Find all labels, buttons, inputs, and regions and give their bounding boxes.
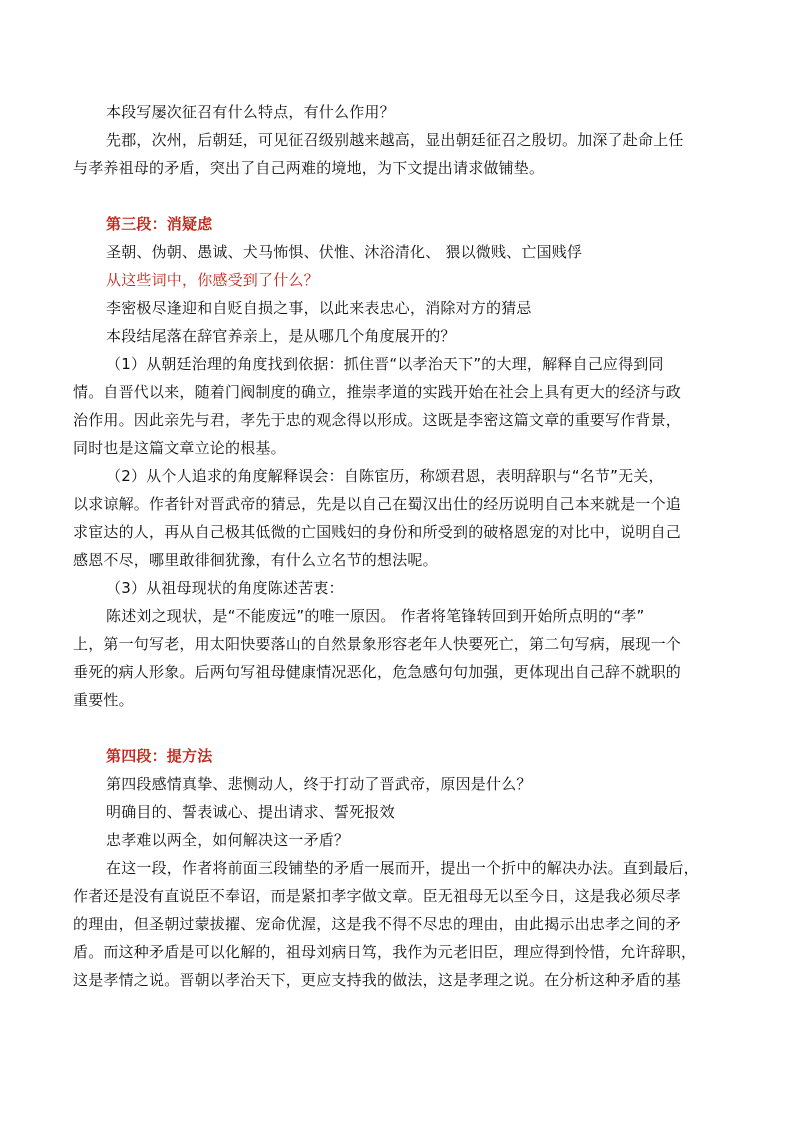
paragraph-line: 感恩不尽，哪里敢徘徊犹豫，有什么立名节的想法呢。 bbox=[73, 551, 438, 569]
answer-text: 明确目的、誓表诚心、提出请求、誓死报效 bbox=[106, 803, 395, 821]
answer-text: 先郡，次州，后朝廷，可见征召级别越来越高，显出朝廷征召之殷切。加深了赴命上任 bbox=[106, 131, 684, 149]
section-heading: 第四段：提方法 bbox=[106, 747, 213, 765]
question-text: 本段结尾落在辞官养亲上，是从哪几个角度展开的？ bbox=[106, 327, 456, 345]
paragraph-title: （3）从祖母现状的角度陈述苦衷： bbox=[106, 579, 344, 597]
paragraph-line: 盾。而这种矛盾是可以化解的，祖母刘病日笃，我作为元老旧臣，理应得到怜惜，允许辞职， bbox=[73, 943, 697, 961]
paragraph-line: 以求谅解。作者针对晋武帝的猜忌，先是以自己在蜀汉出仕的经历说明自己本来就是一个追 bbox=[73, 495, 682, 513]
paragraph-line: （1）从朝廷治理的角度找到依据：抓住晋“以孝治天下”的大理，解释自己应得到同 bbox=[106, 355, 664, 373]
paragraph-line: 陈述刘之现状，是“不能废远”的唯一原因。 作者将笔锋转回到开始所点明的“孝” bbox=[106, 607, 645, 625]
answer-text: 与孝养祖母的矛盾，突出了自己两难的境地，为下文提出请求做铺垫。 bbox=[73, 159, 545, 177]
section-heading: 第三段：消疑虑 bbox=[106, 215, 213, 233]
paragraph-line: 同时也是这篇文章立论的根基。 bbox=[73, 439, 286, 457]
paragraph-line: 在这一段，作者将前面三段铺垫的矛盾一展而开，提出一个折中的解决办法。直到最后， bbox=[106, 859, 699, 877]
paragraph-line: 求宦达的人，再从自己极其低微的亡国贱妇的身份和所受到的破格恩宠的对比中，说明自己 bbox=[73, 523, 682, 541]
paragraph-line: 上，第一句写老，用太阳快要落山的自然景象形容老年人快要死亡，第二句写病，展现一个 bbox=[73, 635, 682, 653]
question-text: 忠孝难以两全，如何解决这一矛盾？ bbox=[106, 831, 350, 849]
paragraph-line: 垂死的病人形象。后两句写祖母健康情况恶化，危急感句句加强，更体现出自己辞不就职的 bbox=[73, 663, 682, 681]
paragraph-line: 作者还是没有直说臣不奉诏，而是紧扣孝字做文章。臣无祖母无以至今日，这是我必须尽孝 bbox=[73, 887, 682, 905]
keyword-list: 圣朝、伪朝、愚诚、犬马怖惧、伏惟、沐浴清化、 猥以微贱、亡国贱俘 bbox=[106, 243, 583, 261]
paragraph-line: 治作用。因此亲先与君，孝先于忠的观念得以形成。这既是李密这篇文章的重要写作背景， bbox=[73, 411, 682, 429]
paragraph-line: 这是孝情之说。晋朝以孝治天下，更应支持我的做法，这是孝理之说。在分析这种矛盾的基 bbox=[73, 971, 682, 989]
question-text: 从这些词中，你感受到了什么？ bbox=[106, 271, 319, 289]
question-text: 本段写屡次征召有什么特点，有什么作用？ bbox=[106, 103, 395, 121]
paragraph-line: （2）从个人追求的角度解释误会：自陈宦历，称颂君恩，表明辞职与“名节”无关， bbox=[106, 467, 664, 485]
question-text: 第四段感情真挚、悲恻动人，终于打动了晋武帝，原因是什么？ bbox=[106, 775, 532, 793]
answer-text: 李密极尽逢迎和自贬自损之事，以此来表忠心，消除对方的猜忌 bbox=[106, 299, 532, 317]
paragraph-line: 的理由，但圣朝过蒙拔擢、宠命优渥，这是我不得不尽忠的理由，由此揭示出忠孝之间的矛 bbox=[73, 915, 682, 933]
paragraph-line: 情。自晋代以来，随着门阀制度的确立，推崇孝道的实践开始在社会上具有更大的经济与政 bbox=[73, 383, 682, 401]
paragraph-line: 重要性。 bbox=[73, 691, 134, 709]
